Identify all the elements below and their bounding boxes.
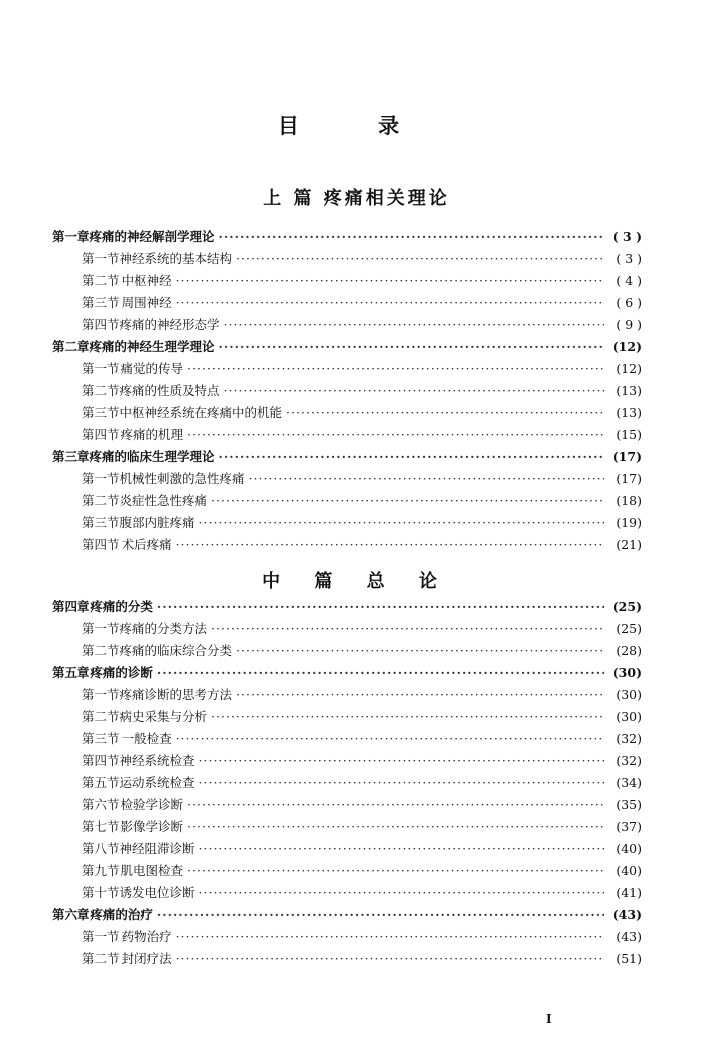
entry-number: 第三节 bbox=[82, 295, 120, 310]
entry-label: 术后疼痛 bbox=[121, 537, 172, 552]
dot-leader bbox=[157, 599, 604, 614]
dot-leader bbox=[187, 427, 604, 442]
toc-section-entry[interactable] bbox=[52, 359, 642, 381]
dot-leader bbox=[236, 643, 604, 658]
entry-page-number: (17) bbox=[612, 449, 642, 464]
entry-page-number: (41) bbox=[616, 885, 642, 900]
dot-leader bbox=[224, 317, 604, 332]
toc-section-entry[interactable] bbox=[52, 839, 642, 861]
toc-chapter-entry[interactable] bbox=[52, 227, 642, 249]
toc-section-entry[interactable] bbox=[52, 795, 642, 817]
dot-leader bbox=[176, 537, 604, 552]
dot-leader bbox=[176, 273, 604, 288]
dot-leader bbox=[187, 863, 604, 878]
entry-number: 第一节 bbox=[82, 471, 120, 486]
dot-leader bbox=[157, 907, 604, 922]
entry-label: 疼痛的治疗 bbox=[90, 907, 153, 922]
entry-page-number: (25) bbox=[616, 621, 642, 636]
entry-label: 神经系统的基本结构 bbox=[119, 251, 233, 266]
entry-number: 第二节 bbox=[82, 951, 120, 966]
toc-section-entry[interactable] bbox=[52, 403, 642, 425]
entry-page-number: (21) bbox=[616, 537, 642, 552]
entry-label: 疼痛的分类 bbox=[90, 599, 153, 614]
toc-section-entry[interactable] bbox=[52, 425, 642, 447]
dot-leader bbox=[199, 885, 604, 900]
toc-section-entry[interactable] bbox=[52, 293, 642, 315]
entry-number: 第一节 bbox=[82, 621, 120, 636]
entry-label: 一般检查 bbox=[121, 731, 172, 746]
entry-label: 肌电图检查 bbox=[120, 863, 184, 878]
dot-leader bbox=[187, 819, 604, 834]
toc-part-2 bbox=[52, 597, 642, 971]
entry-page-number: (15) bbox=[616, 427, 642, 442]
entry-page-number: ( 9 ) bbox=[616, 317, 642, 332]
toc-section-entry[interactable] bbox=[52, 249, 642, 271]
entry-number: 第六节 bbox=[82, 797, 120, 812]
entry-number: 第四节 bbox=[82, 427, 120, 442]
toc-chapter-entry[interactable] bbox=[52, 337, 642, 359]
entry-label: 疼痛的神经解剖学理论 bbox=[89, 229, 215, 244]
toc-section-entry[interactable] bbox=[52, 641, 642, 663]
entry-number: 第一节 bbox=[82, 251, 120, 266]
dot-leader bbox=[157, 665, 604, 680]
toc-part-1 bbox=[52, 227, 642, 557]
entry-page-number: (40) bbox=[616, 841, 642, 856]
entry-number: 第一节 bbox=[82, 929, 120, 944]
toc-section-entry[interactable] bbox=[52, 949, 642, 971]
entry-page-number: (12) bbox=[616, 361, 642, 376]
entry-label: 疼痛的临床生理学理论 bbox=[89, 449, 215, 464]
entry-label: 神经阻滞诊断 bbox=[119, 841, 195, 856]
entry-label: 痛觉的传导 bbox=[120, 361, 184, 376]
entry-number: 第二节 bbox=[82, 709, 120, 724]
part-title-2: 中 篇 总 论 bbox=[262, 571, 451, 592]
dot-leader bbox=[176, 929, 604, 944]
entry-number: 第四节 bbox=[82, 753, 120, 768]
toc-section-entry[interactable] bbox=[52, 883, 642, 905]
toc-section-entry[interactable] bbox=[52, 381, 642, 403]
entry-number: 第三节 bbox=[82, 405, 120, 420]
entry-number: 第三节 bbox=[82, 731, 120, 746]
toc-section-entry[interactable] bbox=[52, 271, 642, 293]
dot-leader bbox=[199, 841, 604, 856]
entry-label: 封闭疗法 bbox=[121, 951, 172, 966]
dot-leader bbox=[199, 753, 604, 768]
entry-page-number: (17) bbox=[616, 471, 642, 486]
toc-section-entry[interactable] bbox=[52, 817, 642, 839]
entry-label: 诱发电位诊断 bbox=[119, 885, 195, 900]
dot-leader bbox=[176, 295, 604, 310]
entry-page-number: (51) bbox=[616, 951, 642, 966]
page-folio: I bbox=[546, 1012, 552, 1026]
entry-number: 第十节 bbox=[82, 885, 120, 900]
entry-number: 第八节 bbox=[82, 841, 120, 856]
entry-label: 影像学诊断 bbox=[120, 819, 184, 834]
entry-page-number: ( 3 ) bbox=[612, 229, 642, 244]
entry-page-number: ( 4 ) bbox=[616, 273, 642, 288]
toc-chapter-entry[interactable] bbox=[52, 663, 642, 685]
entry-page-number: (30) bbox=[616, 709, 642, 724]
entry-number: 第四节 bbox=[82, 537, 120, 552]
entry-page-number: (18) bbox=[616, 493, 642, 508]
entry-page-number: (28) bbox=[616, 643, 642, 658]
toc-section-entry[interactable] bbox=[52, 535, 642, 557]
toc-chapter-entry[interactable] bbox=[52, 905, 642, 927]
dot-leader bbox=[187, 361, 604, 376]
toc-section-entry[interactable] bbox=[52, 751, 642, 773]
entry-label: 疼痛的神经生理学理论 bbox=[89, 339, 215, 354]
entry-label: 疼痛的神经形态学 bbox=[119, 317, 220, 332]
dot-leader bbox=[249, 471, 604, 486]
toc-section-entry[interactable] bbox=[52, 685, 642, 707]
toc-section-entry[interactable] bbox=[52, 927, 642, 949]
dot-leader bbox=[211, 709, 604, 724]
entry-label: 炎症性急性疼痛 bbox=[119, 493, 208, 508]
entry-page-number: (35) bbox=[616, 797, 642, 812]
dot-leader bbox=[219, 449, 604, 464]
toc-chapter-entry[interactable] bbox=[52, 597, 642, 619]
entry-label: 腹部内脏疼痛 bbox=[119, 515, 195, 530]
entry-page-number: ( 3 ) bbox=[616, 251, 642, 266]
entry-page-number: (13) bbox=[616, 405, 642, 420]
dot-leader bbox=[236, 687, 604, 702]
entry-label: 中枢神经系统在疼痛中的机能 bbox=[119, 405, 283, 420]
entry-number: 第一节 bbox=[82, 687, 120, 702]
entry-number: 第五节 bbox=[82, 775, 120, 790]
dot-leader bbox=[199, 515, 604, 530]
entry-number: 第七节 bbox=[82, 819, 120, 834]
entry-page-number: (37) bbox=[616, 819, 642, 834]
toc-section-entry[interactable] bbox=[52, 861, 642, 883]
entry-page-number: (43) bbox=[616, 929, 642, 944]
entry-page-number: (30) bbox=[612, 665, 642, 680]
dot-leader bbox=[211, 493, 604, 508]
entry-number: 第五章 bbox=[52, 665, 90, 680]
entry-label: 中枢神经 bbox=[121, 273, 172, 288]
toc-chapter-entry[interactable] bbox=[52, 447, 642, 469]
dot-leader bbox=[176, 951, 604, 966]
entry-number: 第三章 bbox=[52, 449, 90, 464]
dot-leader bbox=[211, 621, 604, 636]
entry-label: 疼痛的性质及特点 bbox=[119, 383, 220, 398]
entry-page-number: (34) bbox=[616, 775, 642, 790]
toc-section-entry[interactable] bbox=[52, 315, 642, 337]
entry-page-number: (32) bbox=[616, 731, 642, 746]
entry-page-number: (25) bbox=[612, 599, 642, 614]
entry-label: 疼痛的分类方法 bbox=[119, 621, 208, 636]
dot-leader bbox=[224, 383, 604, 398]
entry-label: 检验学诊断 bbox=[120, 797, 184, 812]
entry-page-number: (32) bbox=[616, 753, 642, 768]
dot-leader bbox=[219, 229, 604, 244]
entry-label: 机械性刺激的急性疼痛 bbox=[119, 471, 245, 486]
toc-section-entry[interactable] bbox=[52, 729, 642, 751]
toc-section-entry[interactable] bbox=[52, 491, 642, 513]
entry-number: 第二节 bbox=[82, 273, 120, 288]
entry-number: 第三节 bbox=[82, 515, 120, 530]
entry-number: 第二章 bbox=[52, 339, 90, 354]
dot-leader bbox=[176, 731, 604, 746]
entry-number: 第六章 bbox=[52, 907, 90, 922]
toc-section-entry[interactable] bbox=[52, 469, 642, 491]
dot-leader bbox=[236, 251, 604, 266]
entry-number: 第一节 bbox=[82, 361, 120, 376]
entry-number: 第二节 bbox=[82, 493, 120, 508]
entry-page-number: (19) bbox=[616, 515, 642, 530]
entry-number: 第九节 bbox=[82, 863, 120, 878]
entry-page-number: (40) bbox=[616, 863, 642, 878]
toc-section-entry[interactable] bbox=[52, 707, 642, 729]
entry-number: 第四节 bbox=[82, 317, 120, 332]
page-title: 目 录 bbox=[277, 113, 436, 138]
entry-label: 病史采集与分析 bbox=[119, 709, 208, 724]
dot-leader bbox=[199, 775, 604, 790]
entry-label: 神经系统检查 bbox=[119, 753, 195, 768]
dot-leader bbox=[187, 797, 604, 812]
part-title-1: 上 篇 疼痛相关理论 bbox=[263, 188, 450, 209]
entry-label: 运动系统检查 bbox=[119, 775, 195, 790]
entry-number: 第一章 bbox=[52, 229, 90, 244]
toc-section-entry[interactable] bbox=[52, 773, 642, 795]
entry-label: 周围神经 bbox=[121, 295, 172, 310]
entry-label: 疼痛的临床综合分类 bbox=[119, 643, 233, 658]
entry-number: 第四章 bbox=[52, 599, 90, 614]
entry-label: 疼痛的机理 bbox=[120, 427, 184, 442]
dot-leader bbox=[219, 339, 604, 354]
toc-section-entry[interactable] bbox=[52, 513, 642, 535]
entry-page-number: (43) bbox=[612, 907, 642, 922]
entry-label: 疼痛诊断的思考方法 bbox=[119, 687, 233, 702]
entry-label: 药物治疗 bbox=[121, 929, 172, 944]
entry-page-number: ( 6 ) bbox=[616, 295, 642, 310]
entry-label: 疼痛的诊断 bbox=[90, 665, 153, 680]
entry-page-number: (13) bbox=[616, 383, 642, 398]
toc-section-entry[interactable] bbox=[52, 619, 642, 641]
dot-leader bbox=[286, 405, 604, 420]
entry-number: 第二节 bbox=[82, 383, 120, 398]
entry-page-number: (30) bbox=[616, 687, 642, 702]
entry-page-number: (12) bbox=[612, 339, 642, 354]
entry-number: 第二节 bbox=[82, 643, 120, 658]
